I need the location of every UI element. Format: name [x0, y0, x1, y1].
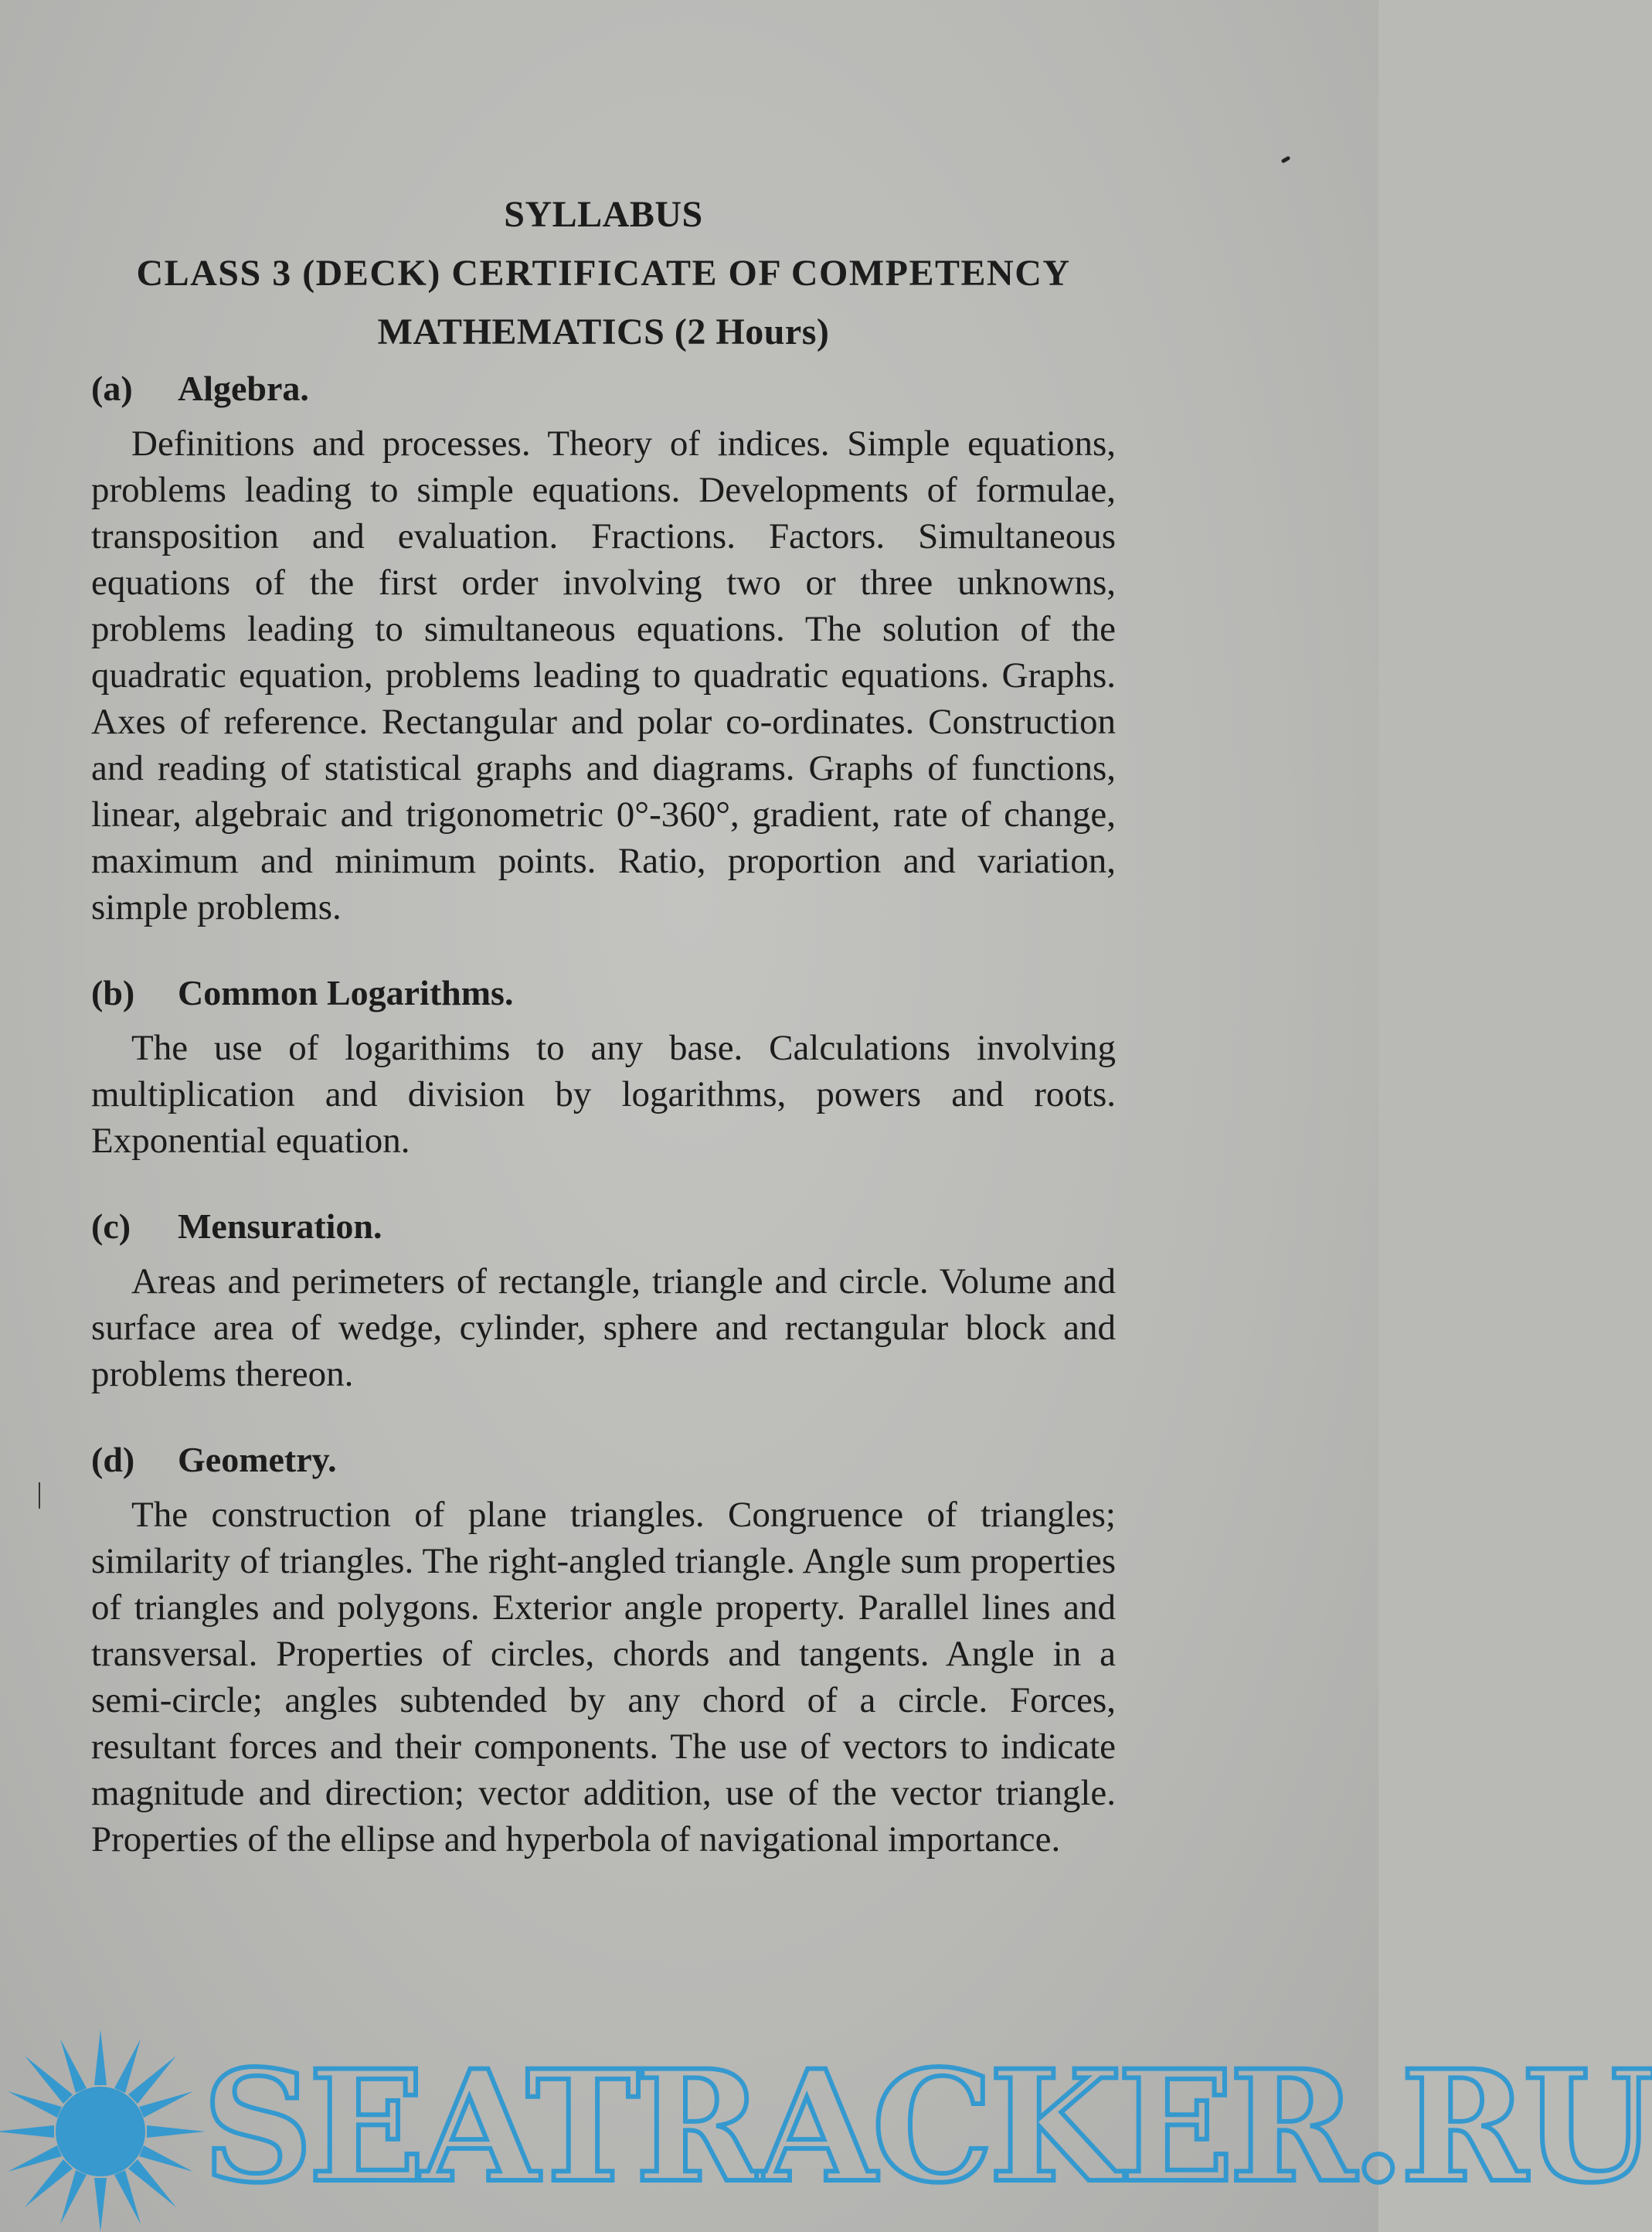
section-algebra: [91, 362, 1116, 931]
section-letter: (c): [91, 1206, 131, 1246]
section-title: Mensuration.: [178, 1206, 382, 1246]
section-mensuration: [91, 1199, 1116, 1397]
section-title: Common Logarithms.: [178, 973, 514, 1012]
section-text: Definitions and processes. Theory of indices. Simple equations, problems leading to simple equations. Developments of formulae, transposition and evaluation. Fractions. Factors. Simultaneous equations of the first order involving two or three unknowns, problems leading to simultaneous equations. The solution of the quadratic equation, problems leading to quadratic equations. Graphs. Axes of reference. Rectangular and polar co-ordinates. Construction and reading of statistical graphs and diagrams. Graphs of functions, linear, algebraic and trigonometric 0°-360°, gradient, rate of change, maximum and minimum points. Ratio, proportion and variation, simple problems.: [91, 424, 1116, 927]
subject-title: MATHEMATICS (2 Hours): [377, 311, 830, 352]
section-title: Algebra.: [178, 369, 309, 408]
section-letter: (b): [91, 973, 135, 1012]
section-geometry: [91, 1433, 1116, 1863]
section-heading: [91, 1433, 1116, 1487]
sun-icon: [0, 2030, 206, 2232]
section-letter: (a): [91, 369, 133, 408]
section-text: Areas and perimeters of rectangle, triangle and circle. Volume and surface area of wedge, cylinder, sphere and rectangular block and problems thereon.: [91, 1261, 1116, 1394]
margin-mark: [39, 1482, 40, 1509]
certificate-title: CLASS 3 (DECK) CERTIFICATE OF COMPETENCY: [136, 253, 1071, 294]
section-text: The use of logarithims to any base. Calculations involving multiplication and division by logarithms, powers and roots. Exponential equation.: [91, 1028, 1116, 1161]
section-heading: [91, 966, 1116, 1020]
ink-speck: [1281, 155, 1291, 163]
section-common-logarithms: [91, 966, 1116, 1164]
section-letter: (d): [91, 1440, 135, 1479]
page-title: SYLLABUS: [504, 194, 703, 235]
section-title: Geometry.: [178, 1440, 337, 1479]
syllabus-content: [91, 185, 1116, 1863]
section-heading: [91, 1199, 1116, 1254]
section-text: The construction of plane triangles. Congruence of triangles; similarity of triangles. The right-angled triangle. Angle sum properties of triangles and polygons. Exterior angle property. Parallel lines and transversal. Properties of circles, chords and tangents. Angle in a semi-circle; angles subtended by any chord of a circle. Forces, resultant forces and their components. The use of vectors to indicate magnitude and direction; vector addition, use of the vector triangle. Properties of the ellipse and hyperbola of navigational importance.: [91, 1495, 1116, 1859]
watermark-text: SEATRACKER.RU: [202, 2036, 1652, 2217]
section-heading: [91, 362, 1116, 416]
